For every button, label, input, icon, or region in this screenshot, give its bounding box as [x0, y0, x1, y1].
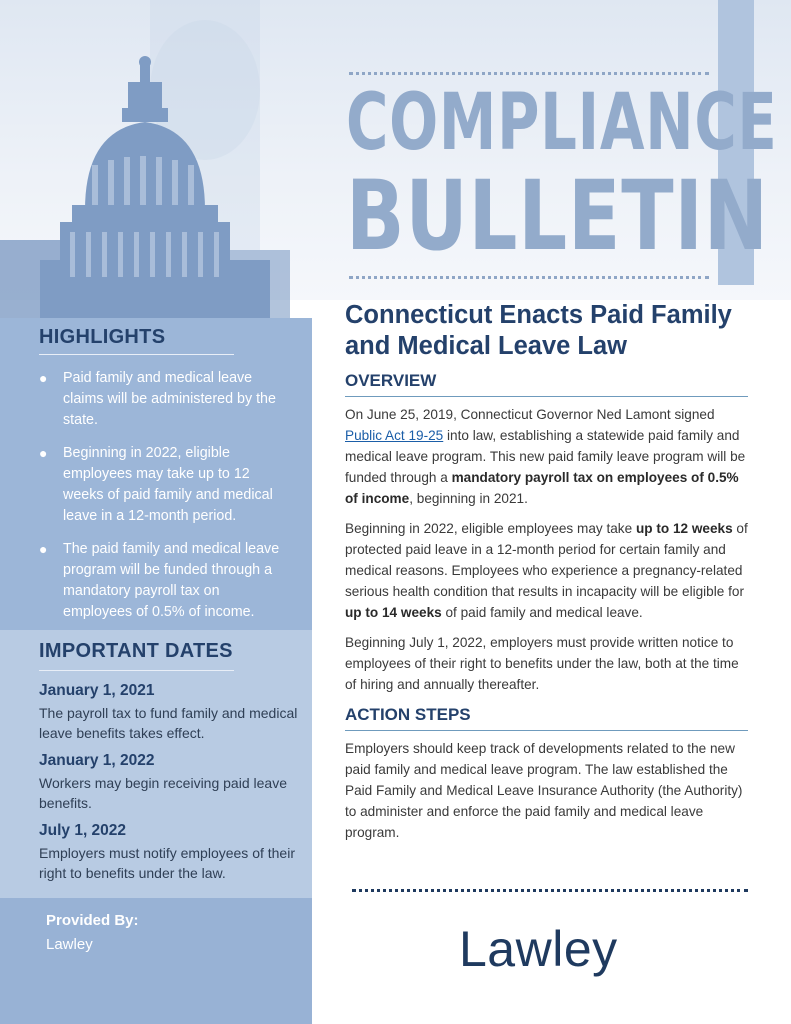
- highlights-section: [0, 318, 312, 630]
- highlight-item: ● Beginning in 2022, eligible employees may take up to 12 weeks of paid family and medical leave in a 12-month period.: [39, 445, 273, 524]
- date-label: January 1, 2022: [39, 752, 155, 769]
- lawley-logo: Lawley: [459, 921, 618, 977]
- masthead-dotted-rule-top: [349, 72, 709, 75]
- action-steps-heading: ACTION STEPS: [345, 705, 471, 724]
- sidebar: [0, 318, 312, 1024]
- public-act-link[interactable]: Public Act 19-25: [345, 428, 444, 443]
- overview-paragraph-2: Beginning in 2022, eligible employees may take up to 12 weeks of protected paid leave in a 12-month period for certain family and medical reasons. Employees who experience a pregnancy-related serious health condition that results in incapacity will be eligible for up to 14 weeks of paid family and medical leave.: [345, 521, 748, 620]
- bullet-icon: ●: [39, 541, 48, 557]
- provided-by-section: [0, 898, 312, 1024]
- action-steps-rule: [345, 730, 748, 731]
- highlight-item: ● Paid family and medical leave claims will be administered by the state.: [39, 370, 276, 428]
- overview-paragraph-3: Beginning July 1, 2022, employers must provide written notice to employees of their right to benefits under the law, both at the time of hiring and annually thereafter.: [345, 635, 739, 692]
- date-item: [39, 752, 301, 813]
- bullet-icon: ●: [39, 370, 48, 386]
- capitol-building-image: [0, 0, 340, 330]
- date-description: The payroll tax to fund family and medical leave benefits takes effect.: [39, 705, 298, 741]
- provided-by-value: Lawley: [46, 936, 93, 953]
- important-dates-rule: [39, 670, 234, 671]
- provided-by-label: Provided By:: [46, 912, 139, 929]
- overview-paragraph-1: On June 25, 2019, Connecticut Governor Ned Lamont signed Public Act 19-25 into law, establishing a statewide paid family and medical leave program. This new paid family leave program will be funded through a mandatory payroll tax on employees of 0.5% of income, beginning in 2021.: [345, 407, 746, 506]
- highlights-rule: [39, 354, 234, 355]
- bullet-icon: ●: [39, 445, 48, 461]
- overview-heading: OVERVIEW: [345, 371, 437, 390]
- date-item: [39, 682, 301, 743]
- date-label: July 1, 2022: [39, 822, 127, 839]
- important-dates-section: [0, 630, 312, 898]
- highlights-list: [39, 368, 289, 635]
- footer-dotted-rule: [352, 889, 748, 892]
- action-steps-paragraph: Employers should keep track of developments related to the new paid family and medical leave program. The law established the Paid Family and Medical Leave Insurance Authority (the Authority) to administer and enforce the paid family and medical leave program.: [345, 741, 743, 840]
- masthead-dotted-rule-bottom: [349, 276, 709, 279]
- masthead-line-1: COMPLIANCE: [346, 78, 778, 168]
- important-dates-heading: IMPORTANT DATES: [39, 640, 233, 662]
- date-description: Employers must notify employees of their right to benefits under the law.: [39, 845, 295, 881]
- highlights-heading: HIGHLIGHTS: [39, 326, 166, 348]
- article-title: Connecticut Enacts Paid Family and Medical Leave Law: [345, 301, 732, 360]
- highlight-item: ● The paid family and medical leave program will be funded through a mandatory payroll tax on employees of 0.5% of income.: [39, 541, 280, 620]
- date-description: Workers may begin receiving paid leave benefits.: [39, 775, 287, 811]
- date-label: January 1, 2021: [39, 682, 155, 699]
- date-item: [39, 822, 301, 883]
- masthead-line-2: BULLETIN: [346, 160, 769, 272]
- overview-rule: [345, 396, 748, 397]
